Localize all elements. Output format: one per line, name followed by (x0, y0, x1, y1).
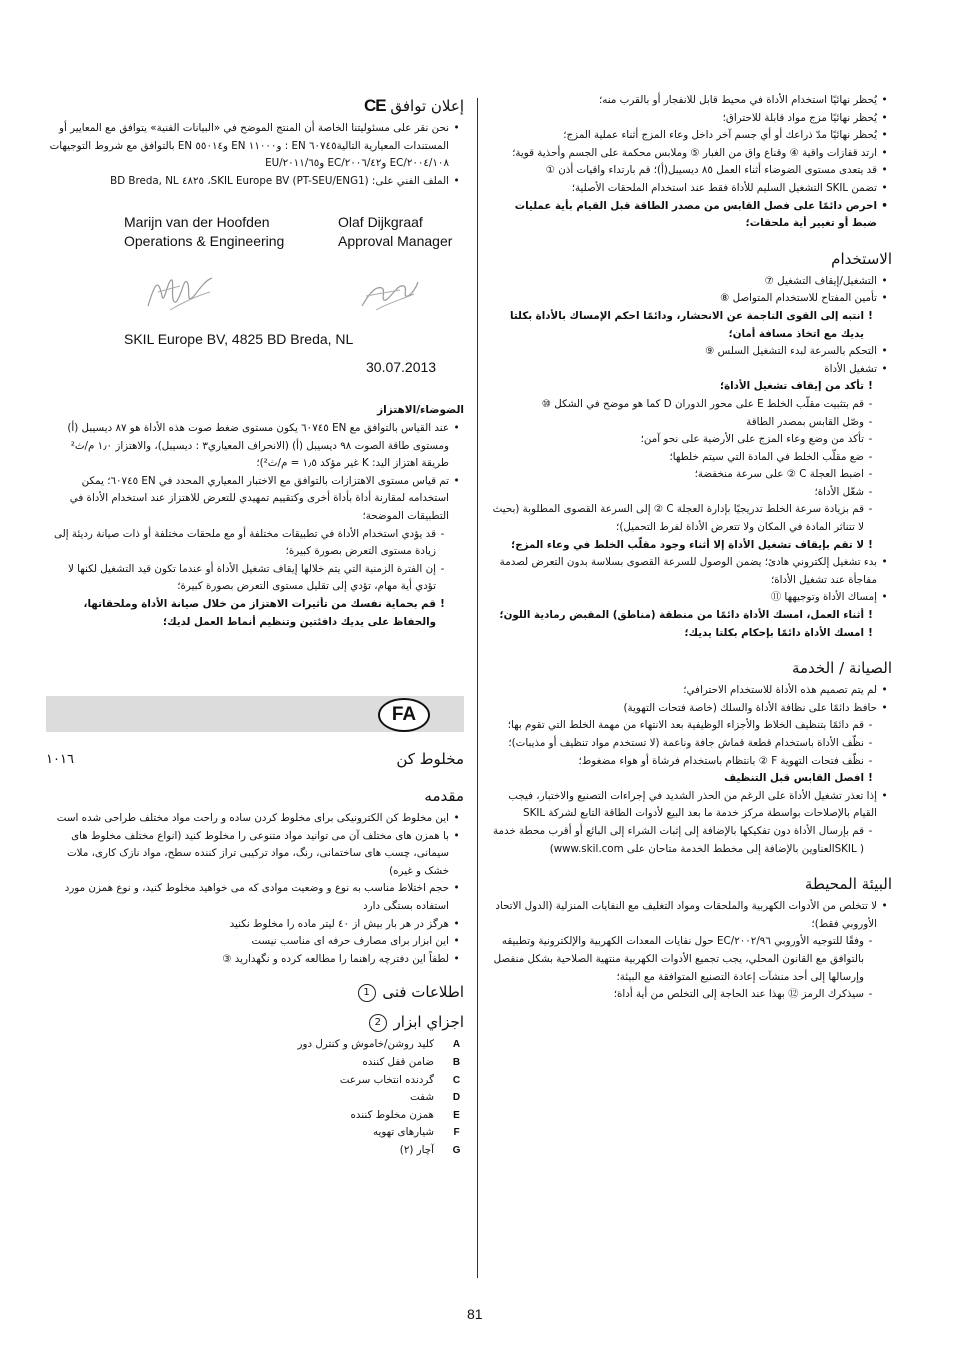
list-marker: • (881, 94, 888, 106)
list-item (490, 414, 892, 432)
list-marker: • (881, 129, 888, 142)
list-marker: ! (868, 538, 873, 551)
intro-list (46, 810, 464, 968)
maintenance-heading: الصيانة / الخدمة (791, 659, 892, 678)
parts-text: شیارهای تهویه (372, 1126, 434, 1139)
signer-2 (338, 213, 452, 251)
list-item-text: انتبه إلى القوى الناجمة عن الانحشار، ودائمًا احكم الإمساك بالأداة بكلتا يديك مع اتخاذ مسافة أمان؛ (509, 309, 864, 340)
list-marker: • (453, 917, 460, 930)
list-marker: ! (868, 772, 873, 785)
list-marker: • (881, 146, 888, 159)
signature-1 (140, 266, 218, 316)
list-marker: • (453, 812, 460, 824)
fa-product-title: مخلوط کن (396, 750, 464, 768)
list-item-text: لا تقم بإيقاف تشغيل الأداة إلا أثناء وجود مقلّب الخلط في وعاء المزج؛ (511, 538, 864, 551)
parts-letter: G (452, 1144, 461, 1156)
page-number: 81 (467, 1306, 483, 1322)
fa-title-row (46, 750, 464, 772)
noise-section (46, 398, 464, 631)
list-item-text: احرص دائمًا على فصل القابس من مصدر الطاقة قبل القيام بأية عمليات ضبط أو تغيير أية ملحقات؛ (514, 199, 877, 230)
noise-list (46, 420, 464, 631)
list-item (490, 933, 892, 986)
list-item-text: قم بحماية نفسك من تأثيرات الاهتزاز من خلال صيانة الأداة وملحقاتها، والحفاظ على يديك دافئتين وتنظيم أنماط العمل لديك؛ (83, 597, 436, 628)
list-item-text: حجم اختلاط مناسب به نوع و وضعیت موادی که می خواهید مخلوط کنید، و نوع همزن مورد استفاده بستگی دارد (64, 882, 449, 912)
list-item-text: عند القياس بالتوافق مع EN ٦٠٧٤٥ يكون مستوى ضغط صوت هذه الأداة هو ٨٧ ديسيبل (أ) ومستوى طاقة الصوت ٩٨ ديسيبل (أ) (الانحراف المعياري٣ : ديسيبل)، والاهتزاز ١٫٠ م/ث² طريقة اهتزاز اليد: K غير مؤكد ١٫٥ = م/ث²)؛ (67, 422, 449, 470)
list-item-text: الملف الفني على: SKIL Europe BV (PT-SEU/ENG1)، ٤٨٢٥ BD Breda, NL (110, 174, 449, 187)
list-item-text: تأمين المفتاح للاستخدام المتواصل ⑧ (720, 292, 877, 305)
parts-letter: D (452, 1092, 461, 1104)
parts-text: شفت (410, 1091, 434, 1104)
right-column (490, 92, 892, 1004)
parts-letter: F (453, 1127, 460, 1139)
list-item (490, 682, 892, 700)
list-item (490, 127, 892, 145)
list-item (490, 343, 892, 361)
list-marker: ! (868, 609, 873, 622)
maintenance-list (490, 682, 892, 858)
ce-mark: CE (363, 96, 386, 115)
list-item-text: تم قياس مستوى الاهتزازات بالتوافق مع الاختبار المعياري المحدد في EN ٦٠٧٤٥؛ يمكن استخدامه لمقارنة أداة بأداة أخرى وكتقييم تمهيدي للتعرض للاهتزاز عند استخدام الأداة في التطبيقات الموضحة؛ (69, 474, 449, 522)
parts-item (46, 1124, 464, 1142)
list-item-text: بدء تشغيل إلكتروني هادئ؛ يضمن الوصول للسرعة القصوى بسلاسة بدون التعرض لصدمة مفاجأة عند تشغيل الأداة؛ (499, 556, 877, 586)
list-marker: - (868, 754, 873, 767)
list-item (490, 554, 892, 589)
list-item-text: اضبط العجلة C ② على سرعة منخفضة؛ (694, 468, 864, 481)
list-marker: ! (868, 309, 873, 322)
list-item (490, 898, 892, 933)
list-marker: • (453, 422, 460, 434)
list-marker: • (453, 122, 460, 134)
list-item-text: این مخلوط کن الکترونیکی برای مخلوط کردن ساده و راحت مواد مختلف طراحی شده است (56, 812, 449, 824)
company-address: SKIL Europe BV, 4825 BD Breda, NL (124, 331, 354, 347)
list-item (46, 596, 464, 631)
list-marker: - (868, 503, 873, 516)
parts-letter: E (453, 1109, 460, 1121)
list-item-text: حافظ دائمًا على نظافة الأداة والسلك (خاصة فتحات التهوية) (623, 701, 877, 714)
parts-text: آچار (٢) (399, 1143, 434, 1156)
list-item (490, 180, 892, 198)
list-item (46, 951, 464, 969)
environment-heading: البيئة المحيطة (804, 875, 892, 894)
list-item (490, 484, 892, 502)
parts-text: کلید روشن/خاموش و کنترل دور (297, 1038, 434, 1051)
list-item (490, 770, 892, 788)
list-item (490, 361, 892, 379)
list-item-text: لم يتم تصميم هذه الأداة للاستخدام الاحترافي؛ (683, 684, 877, 697)
list-marker: ! (440, 597, 445, 610)
list-item (490, 308, 892, 343)
list-item (490, 162, 892, 180)
list-marker: - (868, 433, 873, 446)
list-item-text: لطفاً این دفترچه راهنما را مطالعه کرده و نگهدارید ③ (222, 952, 449, 965)
list-item (490, 501, 892, 536)
list-item-text: نحن نقر على مسئوليتنا الخاصة أن المنتج الموضح في «البيانات الفنية» يتوافق مع المعايير أو المستندات المعيارية التالية٦٠٧٤٥ EN : و١١٠٠٠ EN و٥٥٠١٤ EN بالتوافق مع شروط التوجيهات ٢٠٠٤/١٠٨/EC و٢٠٠٦/٤٢/EC و٢٠١١/٦٥/EU (49, 122, 449, 170)
list-marker: • (881, 701, 888, 714)
list-item-text: تضمن SKIL التشغيل السليم للأداة فقط عند استخدام الملحقات الأصلية؛ (571, 181, 877, 194)
list-item (46, 473, 464, 526)
environment-list (490, 898, 892, 1004)
parts-list (46, 1036, 464, 1159)
fa-language-badge: FA (378, 698, 430, 732)
list-marker: - (440, 527, 445, 540)
list-marker: - (868, 719, 873, 732)
parts-heading-text: اجزاي ابزار (393, 1013, 464, 1032)
parts-heading (46, 1012, 464, 1032)
list-marker: - (868, 824, 873, 837)
list-item (490, 396, 892, 414)
parts-item (46, 1054, 464, 1072)
list-marker: • (881, 292, 888, 305)
list-marker: • (881, 556, 888, 569)
list-item (490, 273, 892, 291)
list-marker: • (881, 111, 888, 124)
list-marker: - (868, 988, 873, 1001)
list-item (490, 823, 892, 858)
list-marker: • (453, 474, 460, 487)
list-item (46, 561, 464, 596)
conformity-heading (46, 96, 464, 116)
list-item (490, 986, 892, 1004)
list-item-text: نظّف الأداة باستخدام قطعة قماش جافة وناعمة (لا تستخدم مواد تنظيف أو مذيبات)؛ (508, 737, 864, 749)
list-item-text: نظّف فتحات التهوية F ② بانتظام باستخدام فرشاة أو هواء مضغوط؛ (578, 754, 864, 767)
list-marker: • (881, 181, 888, 194)
declaration-date: 30.07.2013 (366, 359, 437, 375)
list-item-text: يُحظر نهائيًا مزج مواد قابلة للاحتراق؛ (722, 111, 877, 124)
list-item-text: قم بزيادة سرعة الخلط تدريجيًا بإدارة العجلة C ② إلى السرعة القصوى المطلوبة (بحيث لا تتناثر المادة في المكان ولا تتعرض الأداة لفرط التحميل)؛ (492, 503, 864, 534)
list-item-text: التشغيل/إيقاف التشغيل ⑦ (764, 274, 877, 287)
parts-figure-ref: 2 (369, 1014, 387, 1032)
list-item (490, 625, 892, 643)
list-item (490, 145, 892, 163)
list-item-text: قم بإرسال الأداة دون تفكيكها بالإضافة إلى إثبات الشراء إلى البائع أو أقرب محطة خدمة ( SKILالعناوين بالإضافة إلى مخطط الخدمة متاحان على www.skil.com) (492, 824, 864, 855)
list-item-text: تأكد من وضع وعاء المزج على الأرضية على نحو آمن؛ (640, 433, 864, 446)
conformity-list (46, 120, 464, 190)
list-item-text: افصل القابس قبل التنظيف (724, 772, 864, 785)
list-item (46, 880, 464, 915)
list-item (46, 173, 464, 191)
list-item-text: قد يتعدى مستوى الضوضاء أثناء العمل ٨٥ ديسيبل(أ)؛ قم بارتداء واقيات أذن ① (545, 164, 877, 177)
list-item-text: يُحظر نهائيًا مدّ ذراعك أو أي جسم آخر داخل وعاء المزج أثناء عملية المزج؛ (563, 129, 877, 142)
list-marker: • (453, 935, 460, 948)
list-item (490, 589, 892, 607)
list-item (46, 810, 464, 828)
list-item-text: این ابزار برای مصارف حرفه ای مناسب نیست (251, 935, 449, 948)
list-marker: - (868, 397, 873, 410)
list-item-text: يُحظر نهائيًا استخدام الأداة في محيط قابل للانفجار أو بالقرب منه؛ (598, 94, 877, 106)
list-marker: - (868, 468, 873, 481)
list-item-text: قم دائمًا بتنظيف الخلاط والأجزاء الوظيفية بعد الانتهاء من مهمة الخلط التي تقوم بها؛ (507, 719, 864, 732)
list-marker: - (868, 415, 873, 428)
signature-2 (356, 272, 422, 314)
list-item (46, 933, 464, 951)
parts-item (46, 1142, 464, 1160)
list-item (490, 607, 892, 625)
fa-section (46, 786, 464, 1160)
list-marker: - (868, 935, 873, 948)
list-item-text: وفقًا للتوجيه الأوروبي ٢٠٠٢/٩٦/EC حول نفايات المعدات الكهربية والإلكترونية وتطبيقه بالتوافق مع القانون المحلي، يجب تجميع الأدوات الكهربية منتهية الصلاحية بشكل منفصل وإرسالها إلى أحد منشآت إعادة التصنيع المتوافقة مع البيئة؛ (493, 935, 864, 983)
list-item (490, 753, 892, 771)
parts-letter: C (452, 1074, 461, 1086)
list-item-text: قم بتثبيت مقلّب الخلط E على محور الدوران D كما هو موضح في الشكل ⑩ (541, 397, 864, 410)
list-item (46, 526, 464, 561)
signer-1 (124, 213, 284, 251)
list-item (490, 466, 892, 484)
list-marker: • (881, 164, 888, 177)
column-divider (477, 98, 478, 1278)
list-item (490, 431, 892, 449)
list-marker: ! (868, 626, 873, 639)
list-marker: • (881, 789, 888, 802)
list-marker: • (881, 591, 888, 604)
parts-text: همزن مخلوط کننده (350, 1108, 434, 1121)
list-item (46, 420, 464, 473)
parts-item (46, 1089, 464, 1107)
list-item-text: هرگز در هر بار بیش از ٤٠ لیتر ماده را مخلوط نکنید (229, 917, 449, 930)
list-item-text: لا تتخلص من الأدوات الكهربية والملحقات ومواد التغليف مع النفايات المنزلية (الدول الاتحاد الأوروبي فقط)؛ (495, 900, 877, 930)
list-item-text: قد يؤدي استخدام الأداة في تطبيقات مختلفة أو مع ملحقات مختلفة أو ذات صيانة رديئة إلى زيادة مستوى التعرض بصورة كبيرة؛ (53, 527, 436, 558)
intro-heading: مقدمه (424, 787, 464, 805)
tech-heading-text: اطلاعات فنی (382, 983, 464, 1002)
list-item (46, 120, 464, 173)
parts-letter: B (452, 1056, 461, 1068)
list-marker: ! (868, 380, 873, 393)
safety-list (490, 92, 892, 233)
signer-1-title: Operations & Engineering (124, 233, 285, 249)
list-marker: • (453, 952, 460, 965)
parts-item (46, 1107, 464, 1125)
parts-text: ضامن قفل کننده (362, 1055, 434, 1068)
use-heading: الاستخدام (831, 249, 892, 268)
list-item-text: سيذكرك الرمز ⑫ بهذا عند الحاجة إلى التخلص من أية أداة؛ (613, 988, 864, 1001)
list-item-text: شغّل الأداة؛ (814, 485, 864, 498)
list-item (490, 110, 892, 128)
list-item-text: إن الفترة الزمنية التي يتم خلالها إيقاف تشغيل الأداة أو عندما تكون قيد التشغيل لكنها لا تؤدي أية مهام، تؤدي إلى تقليل مستوى التعرض بصورة كبيرة؛ (68, 562, 436, 593)
list-marker: • (881, 900, 888, 913)
list-item (490, 92, 892, 110)
conformity-heading-text: إعلان توافق (390, 97, 464, 115)
list-item (490, 449, 892, 467)
list-marker: • (881, 199, 888, 212)
list-item-text: ارتد قفازات واقية ④ وقناع واق من الغبار ⑤ وملابس محكمة على الجسم وأحذية قوية؛ (512, 146, 877, 159)
signer-2-title: Approval Manager (338, 233, 453, 249)
list-item (490, 290, 892, 308)
list-item (490, 537, 892, 555)
parts-letter: A (452, 1039, 461, 1051)
fa-model-number: ١٠١٦ (46, 752, 74, 767)
signer-1-name: Marijn van der Hoofden (124, 214, 270, 230)
list-item-text: إمساك الأداة وتوجيهها ⑪ (770, 591, 877, 604)
noise-heading: الضوضاء/الاهتزاز (377, 404, 464, 416)
list-item-text: التحكم بالسرعة لبدء التشغيل السلس ⑨ (705, 345, 877, 358)
use-list (490, 273, 892, 642)
list-item (46, 828, 464, 881)
list-item-text: أثناء العمل، امسك الأداة دائمًا من منطقة (مناطق) المقبض رمادية اللون؛ (499, 609, 864, 622)
signer-2-name: Olaf Dijkgraaf (338, 214, 423, 230)
list-marker: • (881, 362, 888, 375)
tech-figure-ref: 1 (358, 984, 376, 1002)
list-item-text: ضع مقلّب الخلط في المادة التي سيتم خلطها؛ (669, 450, 864, 463)
list-item-text: امسك الأداة دائمًا بإحكام بكلتا يديك؛ (684, 626, 864, 639)
left-column (46, 96, 464, 190)
list-item (490, 717, 892, 735)
list-item-text: با همزن های مختلف آن می توانید مواد متنوعی را مخلوط کنید (انواع مختلف مخلوط های سیمانی، چسب های ساختمانی، رنگ، مواد ترکیبی تراز کننده سطح، مواد نازک کاری، ملات خشک و غیره) (66, 829, 449, 877)
list-item (46, 916, 464, 934)
list-item-text: تشغيل الأداة (824, 362, 877, 375)
list-item-text: تأكد من إيقاف تشغيل الأداة؛ (719, 380, 864, 393)
list-item (490, 735, 892, 753)
tech-heading (46, 982, 464, 1002)
list-item (490, 788, 892, 823)
list-marker: • (453, 174, 460, 187)
list-marker: - (440, 562, 445, 575)
list-marker: - (868, 450, 873, 463)
parts-item (46, 1072, 464, 1090)
list-marker: - (868, 737, 873, 749)
list-item (490, 378, 892, 396)
list-marker: • (453, 829, 460, 842)
parts-item (46, 1036, 464, 1054)
list-item-text: وصّل القابس بمصدر الطاقة (746, 415, 864, 428)
list-marker: • (881, 345, 888, 358)
list-item (490, 198, 892, 233)
parts-text: گردنده انتخاب سرعت (339, 1073, 434, 1086)
list-item (490, 700, 892, 718)
list-item-text: إذا تعذر تشغيل الأداة على الرغم من الحذر الشديد في إجراءات التصنيع والاختبار، فيجب القيام بالإصلاحات بواسطة مركز خدمة ما بعد البيع لأدوات الطاقة التابع لشركة SKIL (508, 789, 877, 820)
list-marker: • (453, 882, 460, 895)
list-marker: • (881, 684, 888, 697)
list-marker: - (868, 485, 873, 498)
list-marker: • (881, 274, 888, 287)
